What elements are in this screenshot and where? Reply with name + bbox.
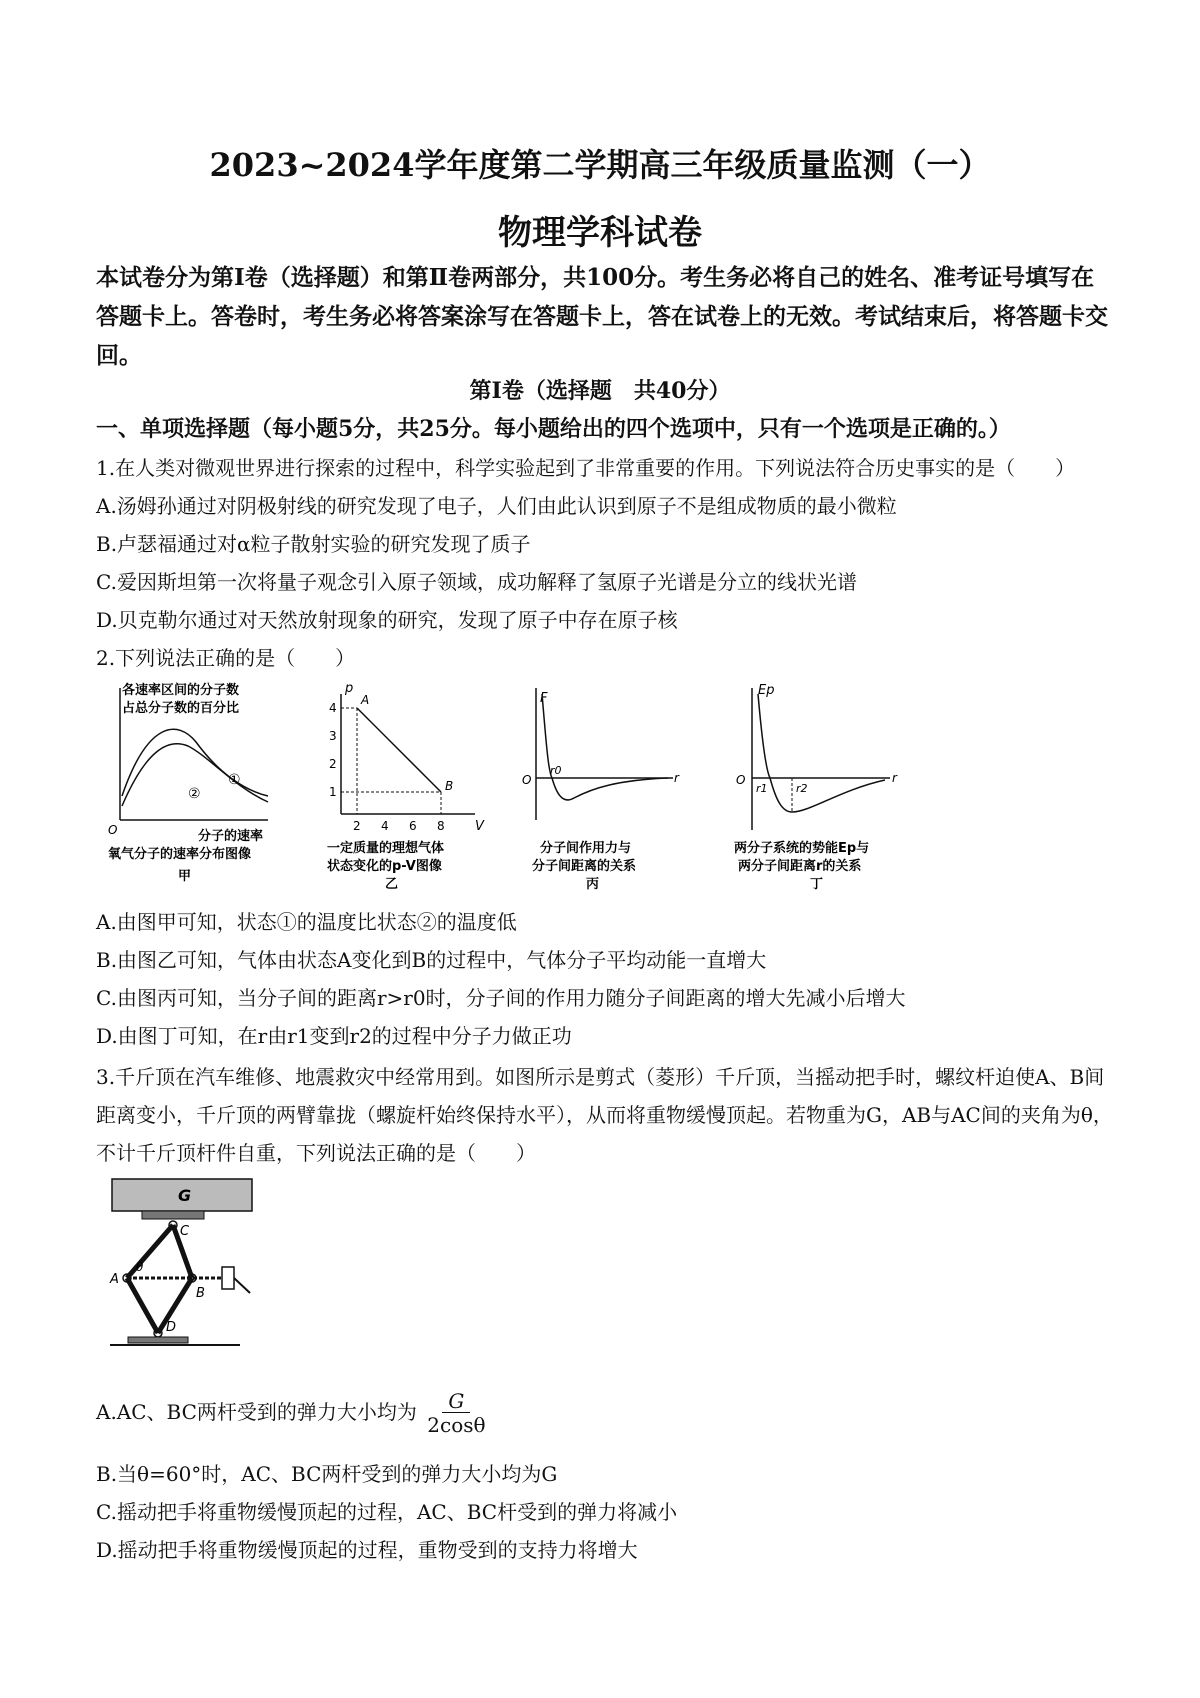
jia-caption: 氧气分子的速率分布图像 <box>108 847 252 862</box>
jack-label-theta: θ <box>136 1260 144 1274</box>
yi-ylabel: p <box>345 681 354 696</box>
ding-r2: r2 <box>796 782 808 795</box>
figure-yi <box>325 680 495 895</box>
q3-option-b: B.当θ=60°时，AC、BC两杆受到的弹力大小均为G <box>96 1462 558 1486</box>
jack-arm-ad <box>127 1278 158 1333</box>
ding-r1: r1 <box>756 782 768 795</box>
figure-jia <box>108 680 298 895</box>
q3-option-a-text: A.AC、BC两杆受到的弹力大小均为 <box>96 1400 417 1424</box>
q1-option-a: A.汤姆孙通过对阴极射线的研究发现了电子，人们由此认识到原子不是组成物质的最小微粒 <box>96 494 897 518</box>
yi-ytick-1: 1 <box>329 785 337 799</box>
part-heading: 第Ⅰ卷（选择题 共40分） <box>469 378 731 404</box>
jack-top-plate <box>142 1211 204 1219</box>
yi-xtick-8: 8 <box>437 819 445 833</box>
jia-label-2: ② <box>188 786 201 802</box>
figure-jack <box>100 1175 275 1360</box>
yi-xlabel: V <box>475 819 484 834</box>
q1-option-d: D.贝克勒尔通过对天然放射现象的研究，发现了原子中存在原子核 <box>96 608 678 632</box>
jack-label-g: G <box>178 1186 192 1205</box>
jia-ylabel-2: 占总分子数的百分比 <box>122 701 240 716</box>
yi-caption-2: 状态变化的p-V图像 <box>327 859 442 874</box>
jia-name: 甲 <box>178 869 192 884</box>
jack-handle <box>222 1267 234 1289</box>
q1-option-b: B.卢瑟福通过对α粒子散射实验的研究发现了质子 <box>96 532 531 556</box>
exam-subtitle: 物理学科试卷 <box>498 213 702 253</box>
ding-potential-curve <box>758 694 885 812</box>
q3-stem: 3.千斤顶在汽车维修、地震救灾中经常用到。如图所示是剪式（菱形）千斤顶，当摇动把手时，螺纹杆迫使A、B间距离变小，千斤顶的两臂靠拢（螺旋杆始终保持水平），从而将重物缓慢顶起。若物重为G，AB与AC间的夹角为θ，不计千斤顶杆件自重，下列说法正确的是（ ） <box>96 1065 1113 1165</box>
jia-label-1: ① <box>228 772 241 788</box>
q3-option-c: C.摇动把手将重物缓慢顶起的过程，AC、BC杆受到的弹力将减小 <box>96 1500 678 1524</box>
q2-option-c: C.由图丙可知，当分子间的距离r>r0时，分子间的作用力随分子间距离的增大先减小后增大 <box>96 986 906 1010</box>
q1-option-c: C.爱因斯坦第一次将量子观念引入原子领域，成功解释了氢原子光谱是分立的线状光谱 <box>96 570 857 594</box>
q3-option-a <box>96 1390 486 1437</box>
jack-label-b: B <box>196 1286 205 1301</box>
jia-origin: O <box>108 823 118 837</box>
jack-handle-arm <box>234 1278 250 1293</box>
bing-caption-1: 分子间作用力与 <box>540 841 632 856</box>
bing-force-curve <box>542 694 668 800</box>
yi-caption-1: 一定质量的理想气体 <box>327 841 445 856</box>
yi-xtick-6: 6 <box>409 819 417 833</box>
bing-r0: r0 <box>550 764 562 777</box>
section-heading: 一、单项选择题（每小题5分，共25分。每小题给出的四个选项中，只有一个选项是正确的。） <box>96 416 1011 442</box>
q2-option-a: A.由图甲可知，状态①的温度比状态②的温度低 <box>96 910 517 934</box>
jack-arm-ac <box>127 1225 173 1278</box>
yi-ytick-4: 4 <box>329 701 337 715</box>
jia-xlabel: 分子的速率 <box>198 829 264 844</box>
jack-label-a: A <box>110 1272 119 1287</box>
ding-name: 丁 <box>810 877 824 892</box>
bing-name: 丙 <box>586 877 600 892</box>
yi-process-line <box>357 708 441 792</box>
yi-point-b: B <box>445 779 454 793</box>
bing-ylabel: F <box>540 691 548 706</box>
jia-ylabel-1: 各速率区间的分子数 <box>122 683 240 698</box>
q3-option-a-fraction <box>427 1390 485 1437</box>
ding-caption-1: 两分子系统的势能Ep与 <box>734 841 870 856</box>
ding-origin: O <box>736 773 746 787</box>
exam-instructions: 本试卷分为第Ⅰ卷（选择题）和第Ⅱ卷两部分，共100分。考生务必将自己的姓名、准考证号填写在答题卡上。答卷时，考生务必将答案涂写在答题卡上，答在试卷上的无效。考试结束后，将答题卡交回。 <box>96 264 1108 369</box>
q2-option-d: D.由图丁可知，在r由r1变到r2的过程中分子力做正功 <box>96 1024 572 1048</box>
ding-caption-2: 两分子间距离r的关系 <box>738 859 862 874</box>
jack-label-c: C <box>180 1224 190 1239</box>
ding-xlabel: r <box>892 771 897 785</box>
q2-stem: 2.下列说法正确的是（ ） <box>96 646 356 670</box>
exam-title: 2023~2024学年度第二学期高三年级质量监测（一） <box>209 146 991 184</box>
fraction-denominator: 2cosθ <box>427 1413 486 1437</box>
yi-xtick-4: 4 <box>381 819 389 833</box>
jack-base <box>128 1337 188 1343</box>
q3-option-d: D.摇动把手将重物缓慢顶起的过程，重物受到的支持力将增大 <box>96 1538 638 1562</box>
yi-xtick-2: 2 <box>353 819 361 833</box>
q1-stem: 1.在人类对微观世界进行探索的过程中，科学实验起到了非常重要的作用。下列说法符合历史事实的是（ ） <box>96 456 1076 480</box>
bing-origin: O <box>522 773 532 787</box>
fraction-numerator: G <box>442 1390 470 1413</box>
q2-option-b: B.由图乙可知，气体由状态A变化到B的过程中，气体分子平均动能一直增大 <box>96 948 767 972</box>
bing-caption-2: 分子间距离的关系 <box>532 859 637 874</box>
yi-name: 乙 <box>385 877 399 892</box>
figure-ding <box>730 680 910 895</box>
yi-point-a: A <box>361 693 370 707</box>
yi-ytick-3: 3 <box>329 729 337 743</box>
ding-ylabel: Ep <box>758 683 775 698</box>
jack-label-d: D <box>166 1320 177 1335</box>
yi-ytick-2: 2 <box>329 757 337 771</box>
figure-bing <box>518 680 688 895</box>
bing-xlabel: r <box>674 771 679 785</box>
